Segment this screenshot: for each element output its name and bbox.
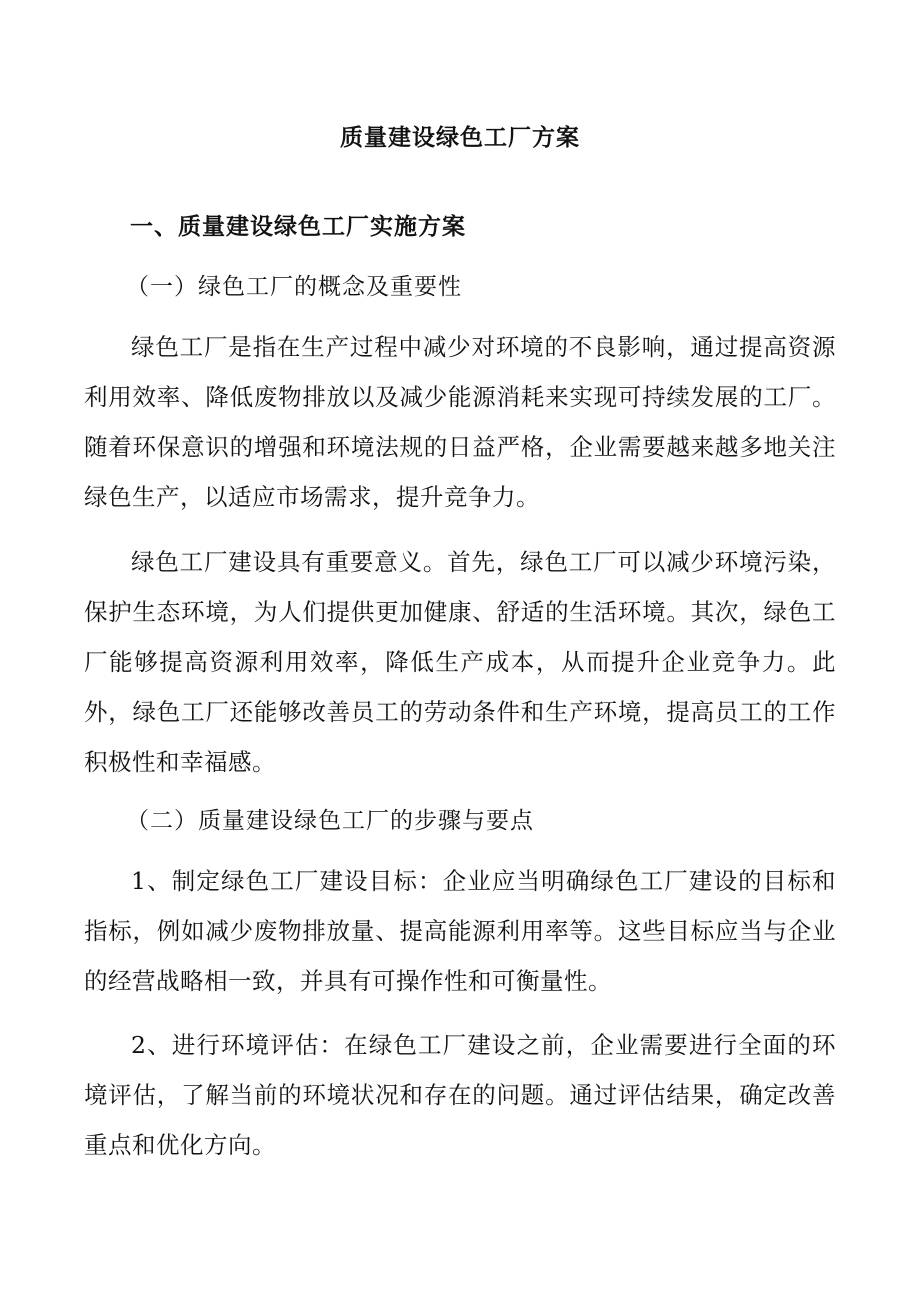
subsection-heading-1: （一）绿色工厂的概念及重要性 [126,274,462,300]
paragraph-step-1: 1、制定绿色工厂建设目标：企业应当明确绿色工厂建设的目标和指标，例如减少废物排放量、提高能源利用率等。这些目标应当与企业的经营战略相一致，并具有可操作性和可衡量性。 [84,867,836,995]
paragraph-green-factory-definition: 绿色工厂是指在生产过程中减少对环境的不良影响，通过提高资源利用效率、降低废物排放以及减少能源消耗来实现可持续发展的工厂。随着环保意识的增强和环境法规的日益严格，企业需要越来越多地关注绿色生产，以适应市场需求，提升竞争力。 [84,333,836,511]
paragraph-green-factory-importance: 绿色工厂建设具有重要意义。首先，绿色工厂可以减少环境污染，保护生态环境，为人们提供更加健康、舒适的生活环境。其次，绿色工厂能够提高资源利用效率，降低生产成本，从而提升企业竞争力。此外，绿色工厂还能够改善员工的劳动条件和生产环境，提高员工的工作积极性和幸福感。 [84,548,836,776]
subsection-heading-2: （二）质量建设绿色工厂的步骤与要点 [126,808,534,834]
document-title: 质量建设绿色工厂方案 [340,125,580,151]
section-heading-1: 一、质量建设绿色工厂实施方案 [130,214,466,240]
paragraph-step-2: 2、进行环境评估：在绿色工厂建设之前，企业需要进行全面的环境评估，了解当前的环境状况和存在的问题。通过评估结果，确定改善重点和优化方向。 [84,1031,836,1159]
